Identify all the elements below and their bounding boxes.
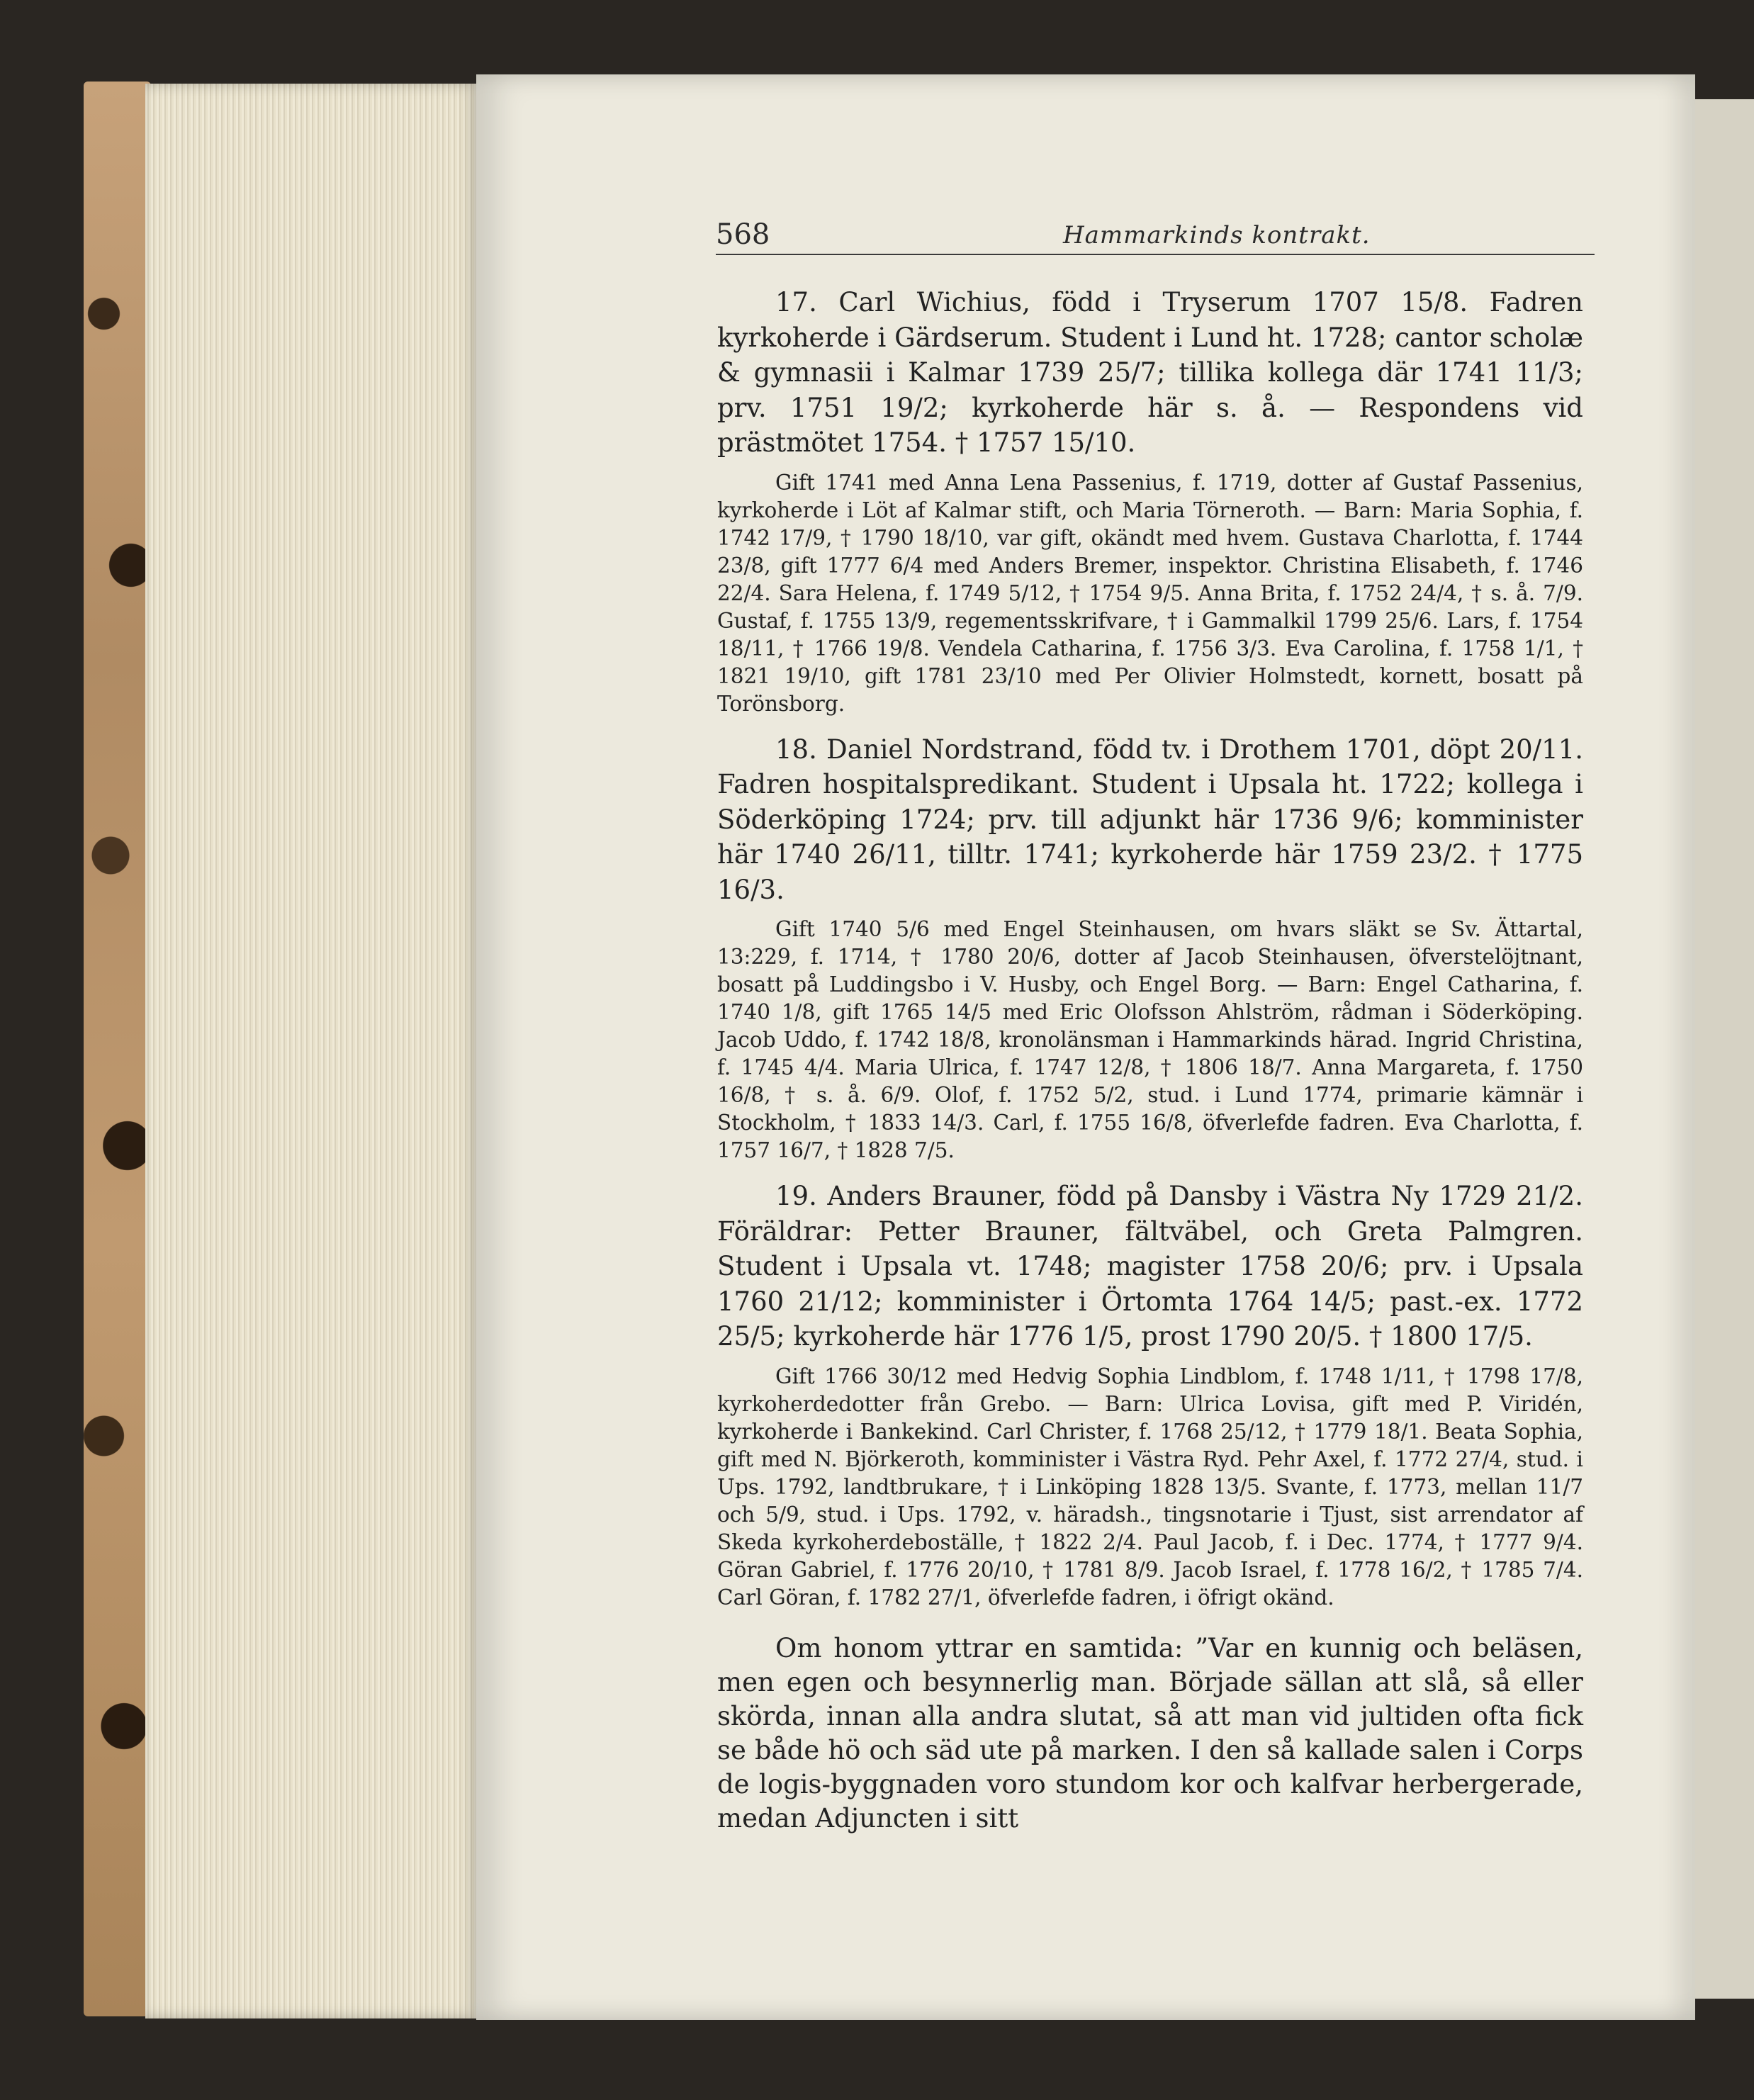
page-edges — [145, 84, 478, 2018]
page-content — [717, 285, 1583, 1836]
adjacent-page — [1695, 99, 1754, 1999]
entry-18-main: 18. Daniel Nordstrand, född tv. i Drothem 1701, döpt 20/11. Fadren hospitalspredikant. Student i Upsala ht. 1722; kollega i Söderköping 1724; prv. till adjunkt här 1736 9/6; komminister här 1740 26/11, tilltr. 1741; kyrkoherde här 1759 23/2. † 1775 16/3. — [717, 734, 1583, 905]
page-number: 568 — [716, 218, 770, 251]
entry-17-family: Gift 1741 med Anna Lena Passenius, f. 1719, dotter af Gustaf Passenius, kyrkoherde i Löt af Kalmar stift, och Maria Törneroth. — Barn: Maria Sophia, f. 1742 17/9, † 1790 18/10, var gift, okändt med hvem. Gustava Charlotta, f. 1744 23/8, gift 1777 6/4 med Anders Bremer, inspektor. Christina Elisabeth, f. 1746 22/4. Sara Helena, f. 1749 5/12, † 1754 9/5. Anna Brita, f. 1752 24/4, † s. å. 7/9. Gustaf, f. 1755 13/9, regementsskrifvare, † i Gammalkil 1799 25/6. Lars, f. 1754 18/11, † 1766 19/8. Vendela Catharina, f. 1756 3/3. Eva Carolina, f. 1758 1/1, † 1821 19/10, gift 1781 23/10 med Per Olivier Holmstedt, kornett, bosatt på Torönsborg. — [717, 470, 1583, 716]
page-header — [716, 218, 1595, 255]
entry-17-main: 17. Carl Wichius, född i Tryserum 1707 15/8. Fadren kyrkoherde i Gärdserum. Student i Lund ht. 1728; cantor scholæ & gymnasii i Kalmar 1739 25/7; tillika kollega där 1741 11/3; prv. 1751 19/2; kyrkoherde här s. å. — Respondens vid prästmötet 1754. † 1757 15/10. — [717, 287, 1583, 458]
running-title: Hammarkinds kontrakt. — [1063, 221, 1371, 249]
entry-19-family: Gift 1766 30/12 med Hedvig Sophia Lindblom, f. 1748 1/11, † 1798 17/8, kyrkoherdedotter från Grebo. — Barn: Ulrica Lovisa, gift med P. Viridén, kyrkoherde i Bankekind. Carl Christer, f. 1768 25/12, † 1779 18/1. Beata Sophia, gift med N. Björkeroth, komminister i Västra Ryd. Pehr Axel, f. 1772 27/4, stud. i Ups. 1792, landtbrukare, † i Linköping 1828 13/5. Svante, f. 1773, mellan 11/7 och 5/9, stud. i Ups. 1792, v. häradsh., tingsnotarie i Tjust, sist arrendator af Skeda kyrkoherdeboställe, † 1822 2/4. Paul Jacob, f. i Dec. 1774, † 1777 9/4. Göran Gabriel, f. 1776 20/10, † 1781 8/9. Jacob Israel, f. 1778 16/2, † 1785 7/4. Carl Göran, f. 1782 27/1, öfverlefde fadren, i öfrigt okänd. — [717, 1364, 1583, 1610]
marbled-book-edge — [84, 82, 151, 2016]
entry-19-main: 19. Anders Brauner, född på Dansby i Västra Ny 1729 21/2. Föräldrar: Petter Brauner, fältväbel, och Greta Palmgren. Student i Upsala vt. 1748; magister 1758 20/6; prv. i Upsala 1760 21/12; komminister i Örtomta 1764 14/5; past.-ex. 1772 25/5; kyrkoherde här 1776 1/5, prost 1790 20/5. † 1800 17/5. — [717, 1181, 1583, 1352]
contemporary-quote: Om honom yttrar en samtida: ”Var en kunnig och beläsen, men egen och besynnerlig man. Började sällan att slå, så eller skörda, innan alla andra slutat, så att man vid jultiden ofta fick se både hö och säd ute på marken. I den så kallade salen i Corps de logis-byggnaden voro stundom kor och kalfvar herbergerade, medan Adjuncten i sitt — [717, 1632, 1583, 1834]
entry-18-family: Gift 1740 5/6 med Engel Steinhausen, om hvars släkt se Sv. Ättartal, 13:229, f. 1714, † 1780 20/6, dotter af Jacob Steinhausen, öfverstelöjtnant, bosatt på Luddingsbo i V. Husby, och Engel Borg. — Barn: Engel Catharina, f. 1740 1/8, gift 1765 14/5 med Eric Olofsson Ahlström, rådman i Söderköping. Jacob Uddo, f. 1742 18/8, kronolänsman i Hammarkinds härad. Ingrid Christina, f. 1745 4/4. Maria Ulrica, f. 1747 12/8, † 1806 18/7. Anna Margareta, f. 1750 16/8, † s. å. 6/9. Olof, f. 1752 5/2, stud. i Lund 1774, primarie kämnär i Stockholm, † 1833 14/3. Carl, f. 1755 16/8, öfverlefde fadren. Eva Charlotta, f. 1757 16/7, † 1828 7/5. — [717, 917, 1583, 1162]
